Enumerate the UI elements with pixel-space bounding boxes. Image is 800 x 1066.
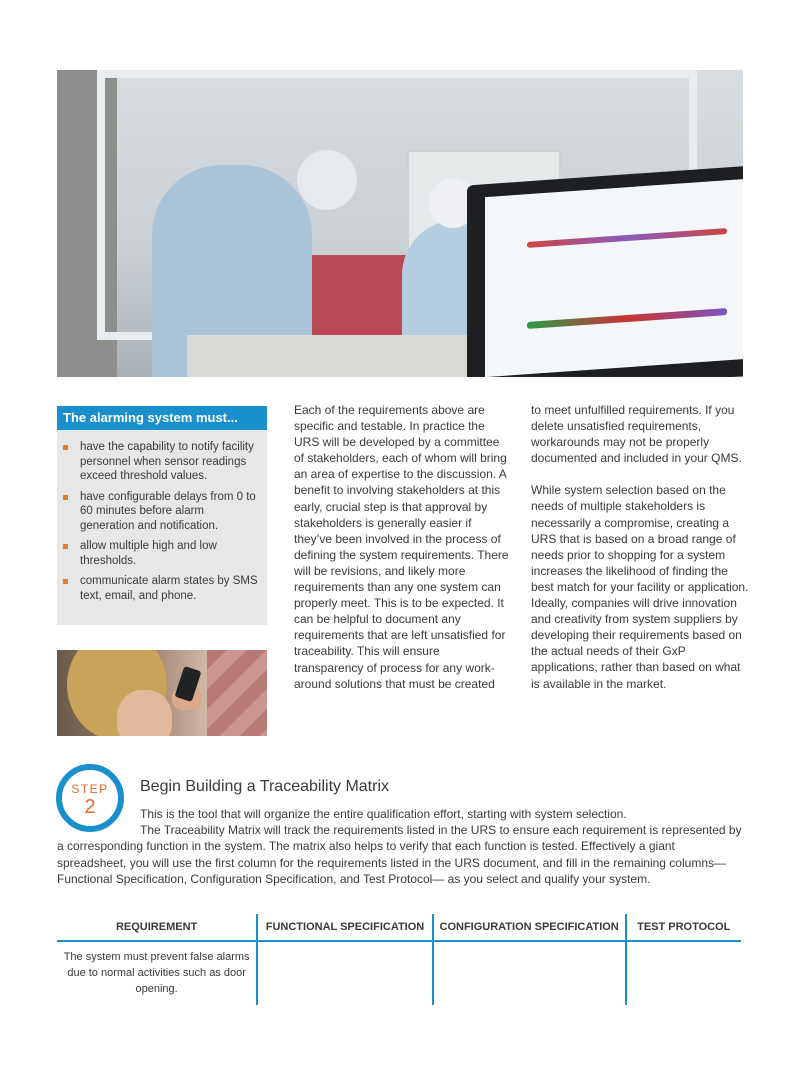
column-header-configuration-specification: CONFIGURATION SPECIFICATION (433, 914, 626, 941)
sidebar-item-text: allow multiple high and low thresholds. (80, 540, 217, 567)
phone-user-photo (57, 650, 267, 736)
bullet-square-icon (63, 495, 68, 500)
photo-monitor-screen (485, 179, 743, 377)
section-body-lead: This is the tool that will organize the entire qualification effort, starting with system selection. (140, 807, 627, 821)
bullet-square-icon (63, 445, 68, 450)
table-cell (257, 941, 433, 1005)
sidebar-item-text: communicate alarm states by SMS text, email, and phone. (80, 575, 258, 602)
column-header-functional-specification: FUNCTIONAL SPECIFICATION (257, 914, 433, 941)
step-word: STEP (71, 782, 109, 796)
column-header-test-protocol: TEST PROTOCOL (626, 914, 741, 941)
table-cell (433, 941, 626, 1005)
body-paragraph: Each of the requirements above are specific and testable. In practice the URS will be developed by a committee of stakeholders, each of whom will bring an area of expertise to the discussion. A benefit to involving stakeholders at this early, crucial step is that approval by stakeholders is generally easier if they’ve been involved in the process of defining the system requirements. There will be revisions, and likely more requirements than any one system can properly meet. This is to be expected. It can be helpful to document any requirements that are left unsatisfied for traceability. This will ensure transparency of process for any work-around solutions that must be created (294, 403, 509, 691)
sidebar-item-text: have the capability to notify facility personnel when sensor readings exceed threshold values. (80, 441, 254, 482)
sidebar-list-item (63, 539, 259, 568)
body-column-1 (294, 402, 512, 692)
cleanroom-photo (57, 70, 743, 377)
table-cell: The system must prevent false alarms due to normal activities such as door opening. (63, 951, 250, 995)
section-body-text: The Traceability Matrix will track the requirements listed in the URS to ensure each requirement is represented by a corresponding function in the system. The matrix also helps to verify that each function is tested. Effectively a giant spreadsheet, you will use the first column for the requirements listed in the URS document, and fill in the remaining columns—Functional Specification, Configuration Specification, and Test Protocol— as you select and qualify your system. (57, 823, 742, 886)
bullet-square-icon (63, 579, 68, 584)
table-cell (626, 941, 741, 1005)
table-header-row (57, 914, 741, 941)
body-paragraph: While system selection based on the needs of multiple stakeholders is necessarily a compromise, creating a URS that is based on a broad range of needs prior to shopping for a system increases the likelihood of finding the best match for your facility or application. Ideally, companies will drive innovation and creativity from system suppliers by developing their requirements based on the actual needs of their GxP applications, rather than based on what is available in the market. (531, 483, 749, 691)
requirements-sidebar (57, 406, 267, 625)
sidebar-list-item (63, 490, 259, 534)
step-number: 2 (84, 796, 96, 818)
sidebar-item-text: have configurable delays from 0 to 60 minutes before alarm generation and notification. (80, 490, 256, 532)
body-column-2 (531, 402, 751, 692)
photo-technician-left-head (297, 150, 357, 210)
traceability-matrix-table (57, 914, 741, 1005)
sidebar-list-item (63, 440, 259, 484)
body-paragraph: to meet unfulfilled requirements. If you delete unsatisfied requirements, workarounds may not be properly documented and included in your QMS. (531, 403, 742, 466)
sidebar-list-item (63, 574, 259, 603)
column-header-requirement: REQUIREMENT (57, 914, 257, 941)
section-title: Begin Building a Traceability Matrix (140, 778, 390, 795)
photo-face (117, 690, 172, 736)
sidebar-list (57, 430, 267, 603)
photo-floor (207, 650, 267, 736)
sidebar-heading: The alarming system must... (57, 406, 267, 430)
section-body (57, 806, 747, 887)
bullet-square-icon (63, 544, 68, 549)
table-row (57, 941, 741, 1005)
